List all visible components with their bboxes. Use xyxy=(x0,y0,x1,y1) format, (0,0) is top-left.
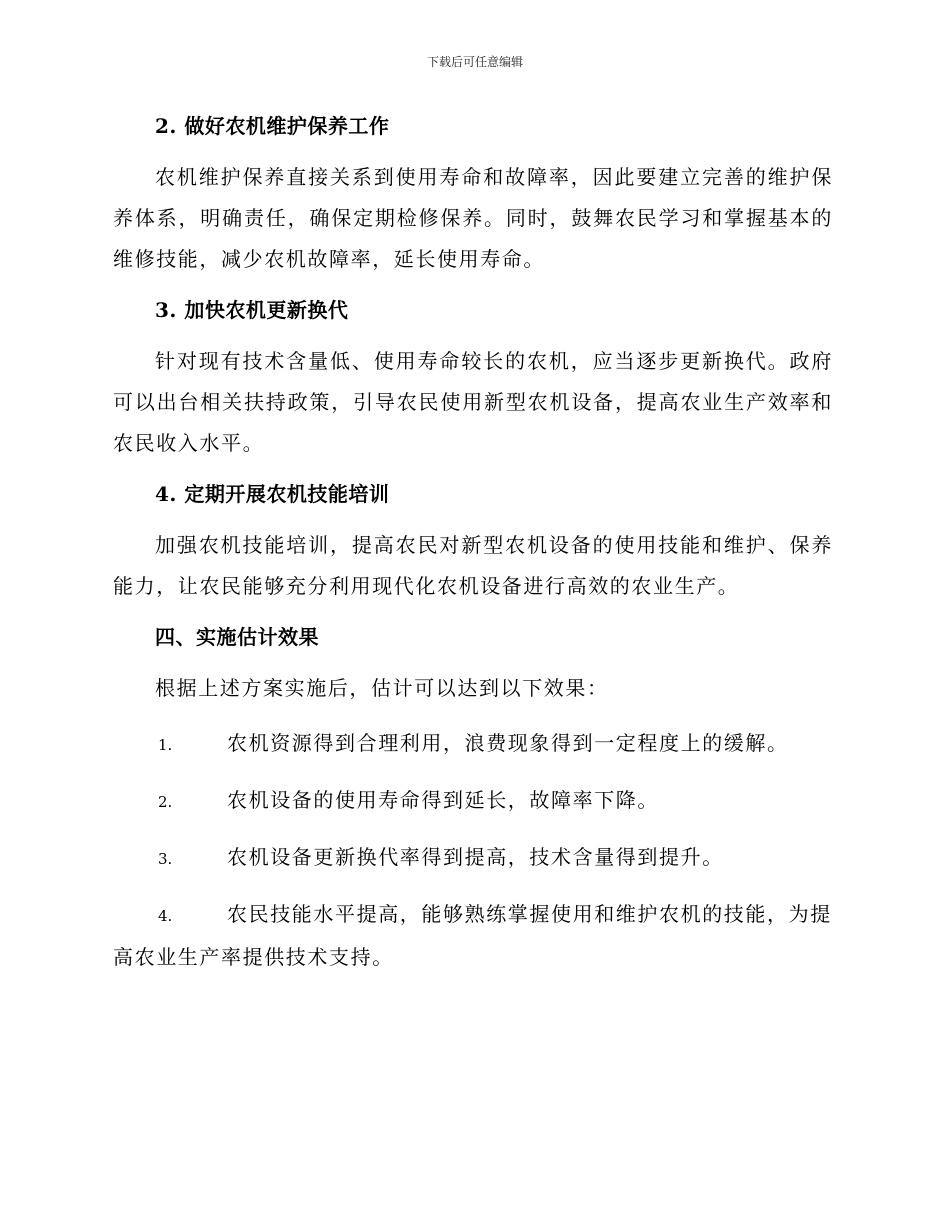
list-item xyxy=(113,894,833,978)
paragraph-effects-intro: 根据上述方案实施后，估计可以达到以下效果： xyxy=(155,676,609,700)
paragraph-line: 加强农机技能培训，提高农民对新型农机设备的使用技能和维护、保养 xyxy=(155,533,833,557)
list-number: 3. xyxy=(158,850,173,868)
paragraph-upgrade xyxy=(113,341,833,464)
paragraph-maintenance xyxy=(113,157,833,280)
list-item xyxy=(113,780,833,823)
section-heading-training: 4. 定期开展农机技能培训 xyxy=(155,482,390,506)
list-number: 4. xyxy=(158,907,173,925)
paragraph-line: 农机维护保养直接关系到使用寿命和故障率，因此要建立完善的维护保 xyxy=(155,165,833,189)
document-body xyxy=(113,108,833,978)
list-number: 2. xyxy=(158,793,173,811)
list-text: 农机设备更新换代率得到提高，技术含量得到提升。 xyxy=(227,845,724,869)
paragraph-line: 养体系，明确责任，确保定期检修保养。同时，鼓舞农民学习和掌握基本的 xyxy=(113,206,833,230)
paragraph-line: 能力，让农民能够充分利用现代化农机设备进行高效的农业生产。 xyxy=(113,574,740,598)
paragraph-line: 针对现有技术含量低、使用寿命较长的农机，应当逐步更新换代。政府 xyxy=(155,349,833,373)
paragraph-line: 维修技能，减少农机故障率，延长使用寿命。 xyxy=(113,247,545,271)
list-item xyxy=(113,723,833,766)
page-header: 下载后可任意编辑 xyxy=(426,55,523,69)
paragraph-line: 可以出台相关扶持政策，引导农民使用新型农机设备，提高农业生产效率和 xyxy=(113,390,833,414)
list-text: 农民技能水平提高，能够熟练掌握使用和维护农机的技能，为提 xyxy=(227,902,832,926)
list-text: 农机设备的使用寿命得到延长，故障率下降。 xyxy=(227,788,659,812)
list-text-continuation: 高农业生产率提供技术支持。 xyxy=(113,945,394,969)
list-item xyxy=(113,837,833,880)
section-heading-effects: 四、实施估计效果 xyxy=(155,625,319,649)
list-number: 1. xyxy=(158,736,173,754)
section-heading-upgrade: 3. 加快农机更新换代 xyxy=(155,298,349,322)
section-heading-maintenance: 2. 做好农机维护保养工作 xyxy=(155,114,390,138)
paragraph-training xyxy=(113,525,833,607)
paragraph-line: 农民收入水平。 xyxy=(113,431,265,455)
list-text: 农机资源得到合理利用，浪费现象得到一定程度上的缓解。 xyxy=(227,731,789,755)
